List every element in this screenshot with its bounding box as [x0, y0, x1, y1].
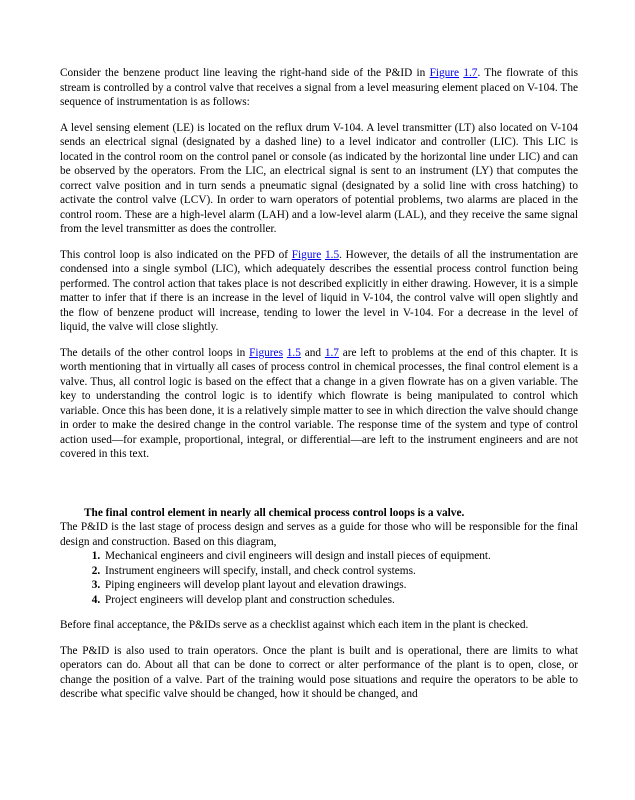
figure-number-link[interactable]: 1.5	[286, 346, 301, 359]
figure-number-link[interactable]: 1.7	[324, 346, 339, 359]
paragraph-text: Consider the benzene product line leaving the right-hand side of the P&ID in	[60, 67, 430, 79]
list-item: 1. Mechanical engineers and civil engineers will design and install pieces of equipment.	[103, 549, 578, 564]
paragraph-pid-final-stage: The P&ID is the last stage of process design and serves as a guide for those who will be responsible for the final design and construction. Based on this diagram,	[60, 521, 578, 548]
paragraph-operator-training: The P&ID is also used to train operators. Once the plant is built and is operational, there are limits to what operators can do. About all that can be done to correct or alter performance of the plant is to open, close, or change the position of a valve. Part of the training would pose situations and require the operators to be able to describe what specific valve should be changed, how it should be changed, and	[60, 644, 578, 700]
paragraph-text: are left to problems at the end of this chapter. It is worth mentioning that in virtually all cases of process control in chemical processes, the final control element is a valve. Thus, all control logic is based on the effect that a change in a given flowrate has on a given variable. The key to understanding the control logic is to identify which flowrate is being manipulated to control which variable. Once this has been done, it is a relatively simple matter to see in which direction the valve should change in order to make the desired change in the control variable. The response time of the system and type of control action used—for example, proportional, integral, or differential—are left to the instrument engineers and are not covered in this text.	[60, 346, 578, 460]
paragraph-checklist: Before final acceptance, the P&IDs serve as a checklist against which each item in the plant is checked.	[60, 619, 529, 631]
paragraph-instrument-sequence: A level sensing element (LE) is located on the reflux drum V-104. A level transmitter (LT) also located on V-104 sends an electrical signal (designated by a dashed line) to a level indicator and controller (LIC). This LIC is located in the control room on the control panel or console (as indicated by the horizontal line under LIC) and can be observed by the operators. From the LIC, an electrical signal is sent to an instrument (LY) that computes the correct valve position and in turn sends a pneumatic signal (designated by a solid line with cross hatching) to activate the control valve (LCV). In order to warn operators of potential problems, two alarms are placed in the control room. These are a high-level alarm (LAH) and a low-level alarm (LAL), and they receive the same signal from the level transmitter as does the controller.	[60, 121, 578, 235]
figures-link[interactable]: Figures	[249, 346, 283, 359]
list-item: 2. Instrument engineers will specify, install, and check control systems.	[103, 564, 578, 579]
list-item: 3. Piping engineers will develop plant layout and elevation drawings.	[103, 578, 578, 593]
paragraph-text: The details of the other control loops in	[60, 346, 250, 359]
paragraph-text: This control loop is also indicated on the PFD of	[60, 248, 292, 261]
paragraph-benzene-line	[60, 66, 578, 110]
paragraph-text: . The flowrate of this stream is controlled by a control valve that receives a signal from a level measuring element placed on V-104. The sequence of instrumentation is as follows:	[60, 67, 578, 108]
list-item: 4. Project engineers will develop plant and construction schedules.	[103, 593, 578, 608]
figure-number-link[interactable]: 1.5	[325, 248, 340, 261]
figure-link[interactable]: Figure	[291, 248, 322, 261]
paragraph-other-control-loops: The details of the other control loops in Figures 1.5 and 1.7 are left to problems at the end of this chapter. It is worth mentioning that in virtually all cases of process control in chemical processes, the final control element is a valve. Thus, all control logic is based on the effect that a change in a given flowrate has on a given variable. The key to understanding the control logic is to identify which flowrate is being manipulated to control which variable. Once this has been done, it is a relatively simple matter to see in which direction the valve should change in order to make the desired change in the control variable. The response time of the system and type of control action used—for example, proportional, integral, or differential—are left to the instrument engineers and are not covered in this text.	[60, 346, 578, 460]
figure-link[interactable]: Figure	[429, 67, 460, 79]
callout-key-point: The final control element in nearly all chemical process control loops is a valve.	[84, 506, 465, 519]
document-page	[60, 66, 578, 713]
engineer-roles-list	[60, 549, 578, 607]
paragraph-pfd-control-loop	[60, 248, 578, 335]
paragraph-text: . However, the details of all the instrumentation are condensed into a single symbol (LIC), which adequately describes the essential process control function being performed. The control action that takes place is not described explicitly in either drawing. However, it is a simple matter to infer that if there is an increase in the level of liquid in V-104, the control valve will open slightly and the flow of benzene product will increase, tending to lower the level in V-104. For a decrease in the level of liquid, the valve will close slightly.	[60, 248, 579, 333]
figure-number-link[interactable]: 1.7	[463, 67, 478, 79]
